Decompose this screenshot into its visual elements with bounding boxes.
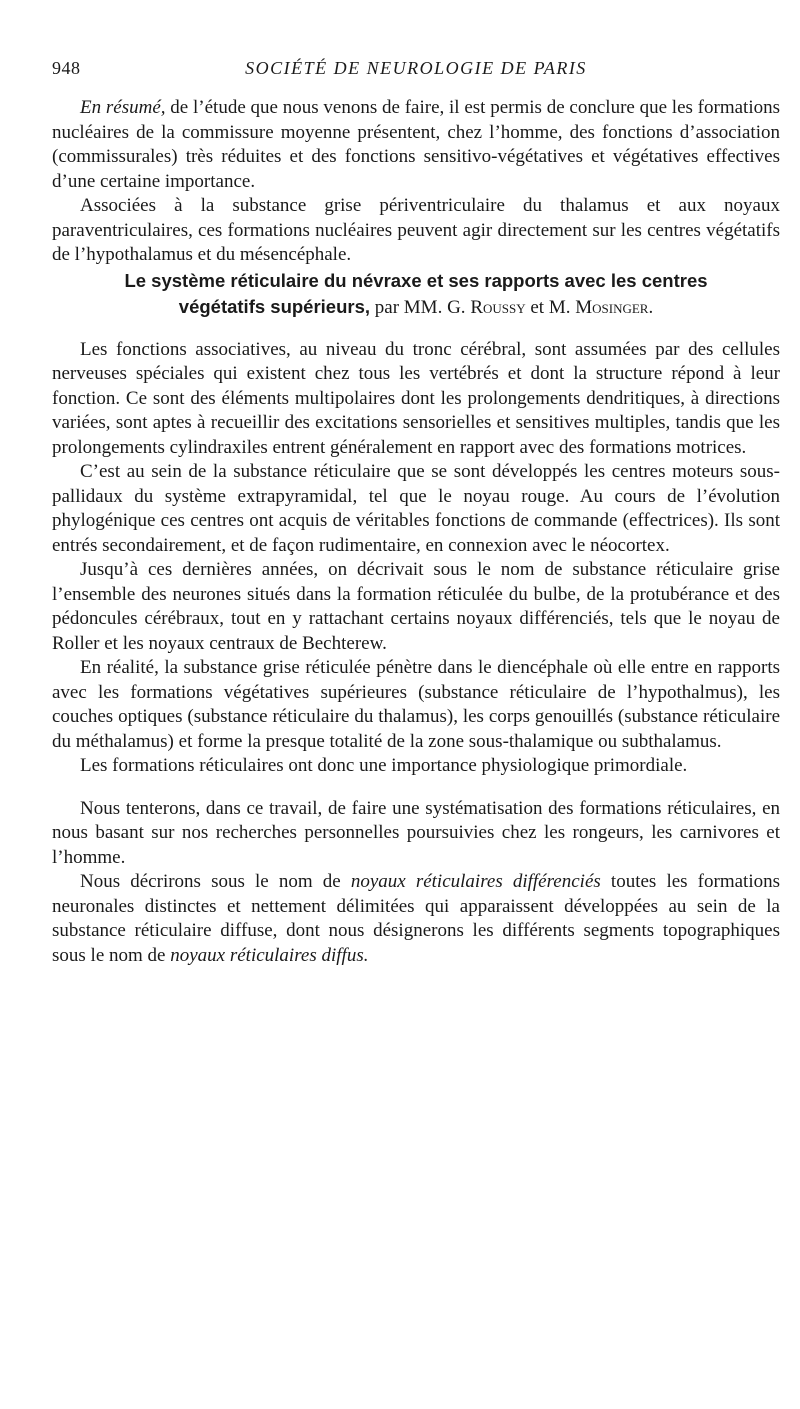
body-paragraph-1: Les fonctions associatives, au niveau du tronc cérébral, sont assumées par des cellules nerveuses spéciales qui existent chez tous les vertébrés et dont la structure répond à leur fonction. Ce sont des éléments multipolaires dont les prolongements dendritiques, à directions variées, sont aptes à recueillir des excitations sensorielles et sensitives multiples, tandis que les prolongements cylindraxiles entrent généralement en rapport avec des formations motrices. xyxy=(52,338,780,458)
term-noyaux-differencies: noyaux réticulaires différenciés xyxy=(350,871,601,892)
intro-paragraph-1 xyxy=(52,96,780,194)
body-paragraph-7 xyxy=(52,870,780,968)
page-number: 948 xyxy=(52,58,81,78)
running-head xyxy=(52,58,780,84)
article-title xyxy=(52,268,780,320)
author-mosinger: Mosinger xyxy=(575,296,649,318)
body-paragraph-6: Nous tenterons, dans ce travail, de faire une systématisation des formations réticulaires, en nous basant sur nos recherches personnelles poursuivies chez les rongeurs, les carnivores et l’homme. xyxy=(52,797,780,868)
article-title-line-1: Le système réticulaire du névraxe et ses rapports avec les centres xyxy=(124,269,708,291)
body-paragraph-4: En réalité, la substance grise réticulée pénètre dans le diencéphale où elle entre en rapports avec les formations végétatives supérieures (substance réticulaire de l’hypothalmus), les couches optiques (substance réticulaire du thalamus), les corps genouillés (substance réticulaire du méthalamus) et forme la presque totalité de la zone sous-thalamique ou subthalamus. xyxy=(52,657,780,752)
author-roussy: Roussy xyxy=(470,296,526,318)
intro-paragraph-2: Associées à la substance grise périventriculaire du thalamus et aux noyaux paraventriculaires, ces formations nucléaires peuvent agir directement sur les centres végétatifs de l’hypothalamus et du mésencéphale. xyxy=(52,195,780,265)
authors-by: par MM. G. xyxy=(374,296,466,318)
authors-and: et M. xyxy=(530,296,571,318)
article-authors xyxy=(375,297,653,318)
body-paragraph-7-a: Nous décrirons sous le nom de xyxy=(80,871,341,892)
body-paragraph-2: C’est au sein de la substance réticulaire que se sont développés les centres moteurs sous-pallidaux du système extrapyramidal, tel que le noyau rouge. Au cours de l’évolution phylogénique ces centres ont acquis de véritables fonctions de commande (effectrices). Ils sont entrés secondairement, et de façon rudimentaire, en connexion avec le néocortex. xyxy=(52,461,780,556)
intro-paragraph-1-text: de l’étude que nous venons de faire, il est permis de conclure que les formations nucléaires de la commissure moyenne présentent, chez l’homme, des fonctions d’association (commissurales) très réduites et des fonctions sensitivo-végétatives et végétatives effectives d’une certaine importance. xyxy=(52,97,781,192)
body-paragraph-7-b: toutes les formations neuronales distinctes et nettement délimitées qui apparaissent développées au sein de la substance réticulaire diffuse, dont nous désignerons les différents segments topographiques sous le nom de xyxy=(52,871,780,966)
journal-title: SOCIÉTÉ DE NEUROLOGIE DE PARIS xyxy=(245,58,587,78)
term-noyaux-diffus: noyaux réticulaires diffus. xyxy=(170,944,369,966)
intro-lead: En résumé, xyxy=(80,97,166,118)
body-paragraph-3: Jusqu’à ces dernières années, on décrivait sous le nom de substance réticulaire grise l’ensemble des neurones situés dans la formation réticulée du bulbe, de la protubérance et des pédoncules cérébraux, tout en y rattachant certains noyaux différenciés, tels que le noyau de Roller et les noyaux centraux de Bechterew. xyxy=(52,559,780,654)
article-title-line-2: végétatifs supérieurs, xyxy=(178,295,371,317)
authors-end: . xyxy=(648,296,654,318)
body-paragraph-5: Les formations réticulaires ont donc une importance physiologique primordiale. xyxy=(80,755,688,776)
page xyxy=(52,58,780,968)
